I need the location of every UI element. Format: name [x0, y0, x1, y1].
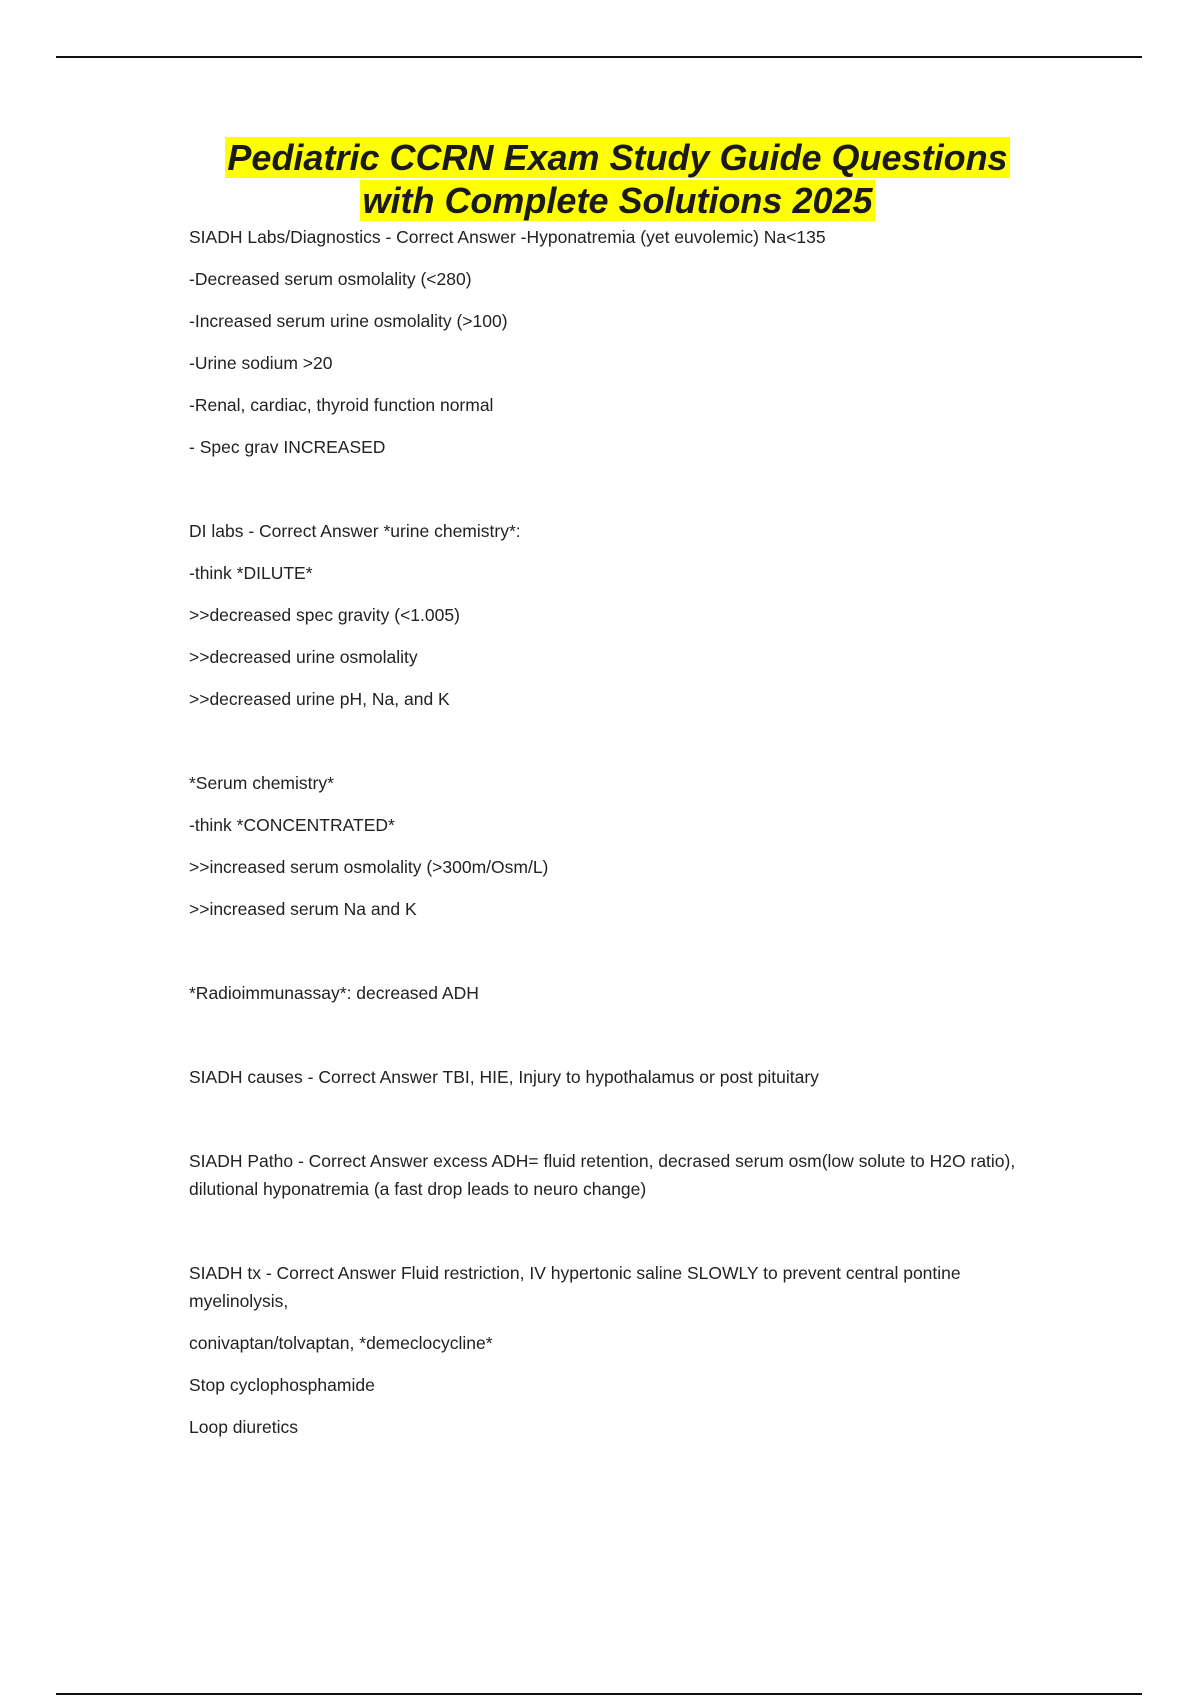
paragraph: >>decreased urine pH, Na, and K: [189, 689, 450, 709]
paragraph-siadh-labs: SIADH Labs/Diagnostics - Correct Answer -Hyponatremia (yet euvolemic) Na<135: [189, 227, 826, 247]
paragraph: conivaptan/tolvaptan, *demeclocycline*: [189, 1333, 493, 1353]
paragraph-siadh-patho: SIADH Patho - Correct Answer excess ADH= fluid retention, decrased serum osm(low solute to H2O ratio), dilutional hyponatremia (a fast drop leads to neuro change): [189, 1151, 1016, 1199]
paragraph: -think *CONCENTRATED*: [189, 815, 395, 835]
paragraph: -Increased serum urine osmolality (>100): [189, 311, 508, 331]
paragraph-siadh-causes: SIADH causes - Correct Answer TBI, HIE, Injury to hypothalamus or post pituitary: [189, 1067, 819, 1087]
paragraph-serum-chemistry: *Serum chemistry*: [189, 773, 334, 793]
paragraph: >>increased serum osmolality (>300m/Osm/L): [189, 857, 549, 877]
paragraph: -Decreased serum osmolality (<280): [189, 269, 472, 289]
paragraph: -Urine sodium >20: [189, 353, 333, 373]
title-line-2: with Complete Solutions 2025: [362, 180, 873, 221]
paragraph: >>increased serum Na and K: [189, 899, 417, 919]
paragraph-radioimmunassay: *Radioimmunassay*: decreased ADH: [189, 983, 479, 1003]
paragraph: - Spec grav INCREASED: [189, 437, 386, 457]
footer-rule: [56, 1693, 1142, 1695]
paragraph: >>decreased urine osmolality: [189, 647, 418, 667]
header-rule: [56, 56, 1142, 58]
document-title: [150, 136, 1085, 222]
paragraph-di-labs: DI labs - Correct Answer *urine chemistry*:: [189, 521, 521, 541]
paragraph: -Renal, cardiac, thyroid function normal: [189, 395, 494, 415]
paragraph: Stop cyclophosphamide: [189, 1375, 375, 1395]
paragraph-siadh-tx: SIADH tx - Correct Answer Fluid restriction, IV hypertonic saline SLOWLY to prevent central pontine myelinolysis,: [189, 1263, 961, 1311]
document-body: [189, 223, 1039, 1455]
paragraph: >>decreased spec gravity (<1.005): [189, 605, 460, 625]
paragraph: Loop diuretics: [189, 1417, 298, 1437]
paragraph: -think *DILUTE*: [189, 563, 313, 583]
title-line-1: Pediatric CCRN Exam Study Guide Questions: [227, 137, 1008, 178]
